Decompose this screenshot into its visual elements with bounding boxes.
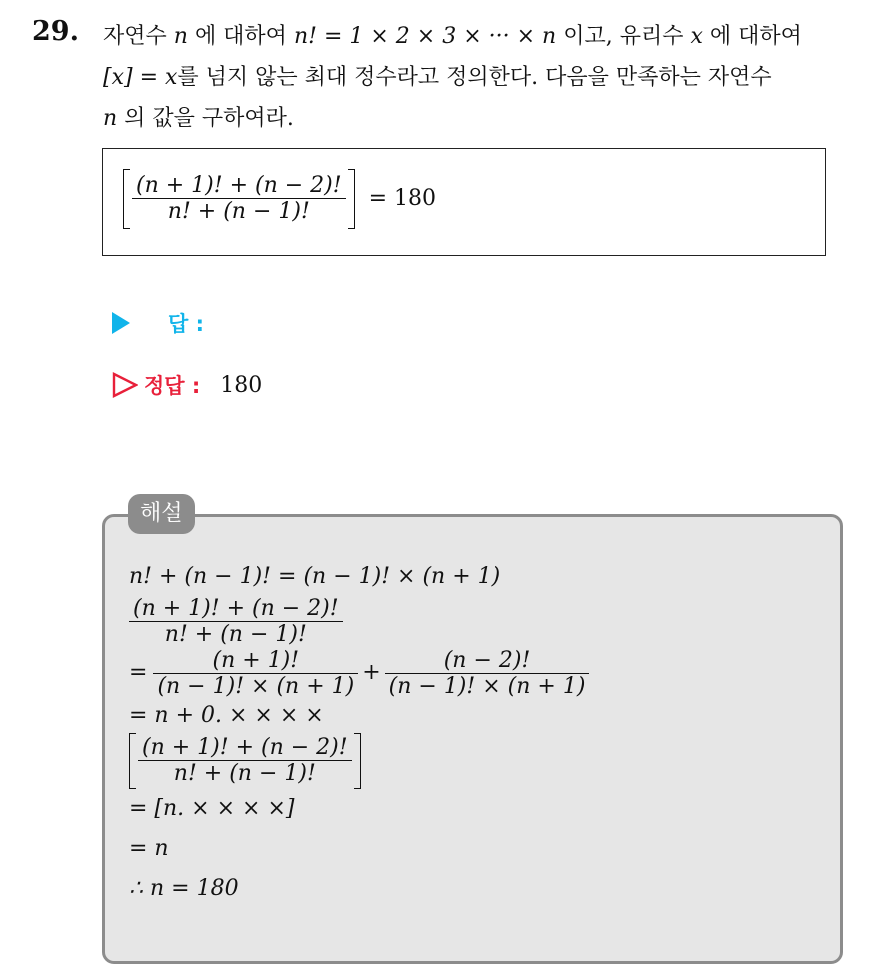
question-line-3: n 의 값을 구하여라. xyxy=(103,106,294,131)
floor-definition: [x] = x xyxy=(103,65,178,90)
solution-content xyxy=(129,560,589,909)
play-triangle-icon xyxy=(112,312,130,334)
condition-box xyxy=(102,148,826,256)
question-line-1: 자연수 n 에 대하여 n! = 1 × 2 × 3 × ··· × n 이고, 유리수 x 에 대하여 xyxy=(103,24,802,49)
floor-bracket xyxy=(123,169,355,229)
solution-tab: 해설 xyxy=(128,494,195,534)
solution-conclusion: ∴ n = 180 xyxy=(129,875,239,901)
question-line-2: [x] = x를 넘지 않는 최대 정수라고 정의한다. 다음을 만족하는 자연수 xyxy=(103,65,772,90)
answer-label: 답 : xyxy=(168,312,204,336)
condition-fraction xyxy=(130,169,348,229)
solution-line-2: $\frac{(n + 1)! + (n - 2)!}{n! + (n - 1)!}$ xyxy=(129,596,589,648)
solution-line-7: = n xyxy=(129,835,169,861)
condition-rhs: = 180 xyxy=(368,186,437,212)
solution-line-5 xyxy=(129,733,589,789)
correct-answer-value: 180 xyxy=(220,372,263,398)
solution-line-6: = [n. × × × ×] xyxy=(129,795,295,821)
outline-triangle-icon xyxy=(112,372,138,398)
condition-denominator: n! + (n − 1)! xyxy=(167,199,310,225)
question-number: 29. xyxy=(32,16,79,47)
factorial-definition: n! = 1 × 2 × 3 × ··· × n xyxy=(293,24,557,49)
solution-line-4: = n + 0. × × × × xyxy=(129,702,324,728)
solution-line-1: n! + (n − 1)! = (n − 1)! × (n + 1) xyxy=(129,563,501,589)
floor-bracket: $\frac{(n + 1)! + (n - 2)!}{n! + (n - 1)!}$ xyxy=(129,733,361,789)
condition-numerator: (n + 1)! + (n − 2)! xyxy=(132,173,346,199)
solution-line-3: = $\frac{(n + 1)!}{(n - 1)! \times (n + 1)}$ + $\frac{(n - 2)!}{(n - 1)! \times (n + 1)}$ xyxy=(129,648,589,700)
condition-equation xyxy=(123,169,436,229)
question-text xyxy=(103,16,873,139)
answer-row xyxy=(112,308,204,338)
correct-answer-label: 정답 : xyxy=(144,374,201,398)
correct-answer-row xyxy=(112,370,262,400)
